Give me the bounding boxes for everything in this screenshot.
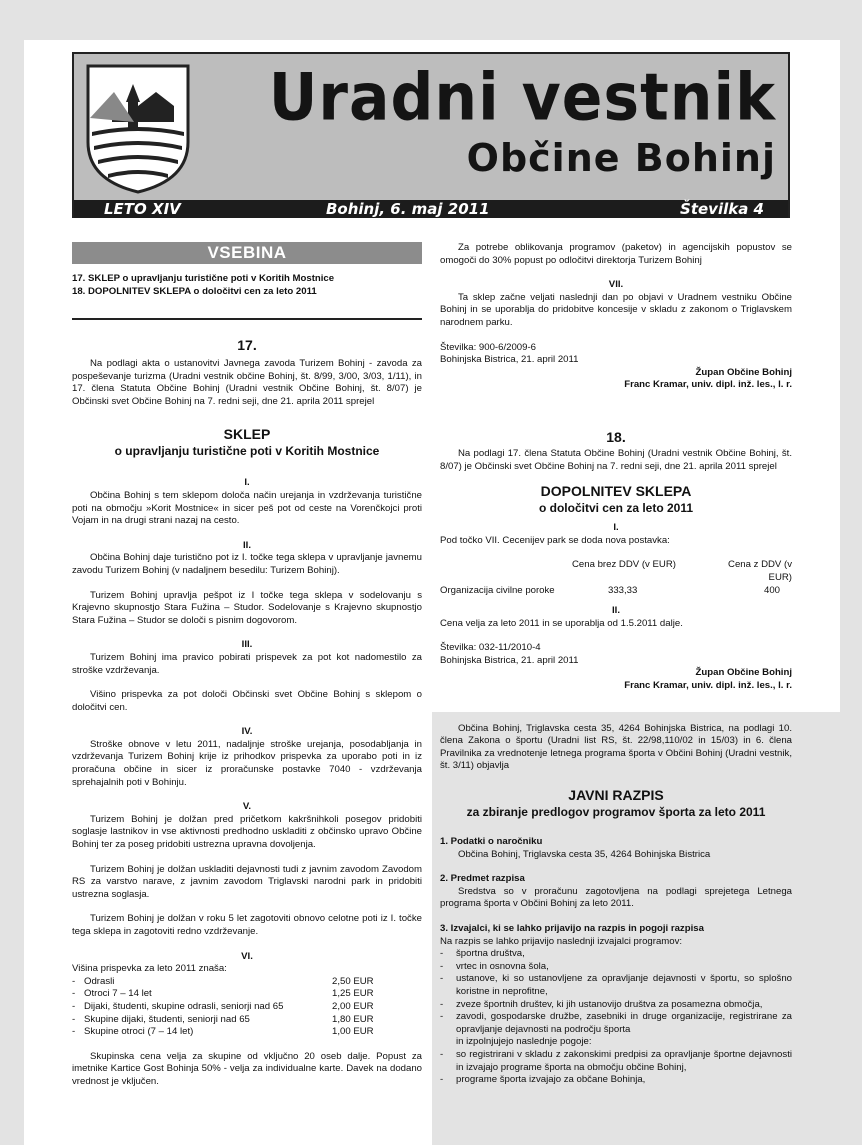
- article-17-number: 17.: [237, 337, 257, 353]
- fee-value: 1,80 EUR: [332, 1013, 374, 1025]
- fee-label: Otroci 7 – 14 let: [84, 988, 152, 1000]
- paragraph: Turizem Bohinj ima pravico pobirati prispevek za pot kot nadomestilo za stroške vzdrževanja.: [72, 651, 422, 676]
- price-gross: 400: [763, 584, 780, 596]
- toc-item[interactable]: 18. DOPOLNITEV SKLEPA o določitvi cen za leto 2011: [72, 286, 317, 297]
- paragraph: Pod točko VII. Cecenijev park se doda nova postavka:: [440, 534, 670, 546]
- article-18-subtitle: o določitvi cen za leto 2011: [538, 501, 694, 516]
- reference-number: Številka: 032-11/2010-4: [440, 642, 541, 654]
- paragraph: Višina prispevka za leto 2011 znaša:: [72, 963, 227, 975]
- signature-name: Franc Kramar, univ. dipl. inž. les., l. r.: [624, 379, 792, 391]
- right-column: [440, 242, 792, 1087]
- paragraph: Občina Bohinj daje turistično pot iz I. točke tega sklepa v upravljanje javnemu zavodu Turizem Bohinj (v nadaljnem besedilu: Turizem Bohinj).: [72, 552, 422, 576]
- fee-value: 2,50 EUR: [332, 975, 374, 987]
- fee-value: 1,25 EUR: [332, 988, 374, 1000]
- issue-date: Bohinj, 6. maj 2011: [326, 200, 490, 218]
- fee-label: Skupine dijaki, študenti, seniorji nad 65: [84, 1013, 250, 1025]
- article-18-title: DOPOLNITEV SKLEPA: [540, 483, 692, 500]
- article-17-title: SKLEP: [223, 426, 271, 443]
- row-label: Organizacija civilne poroke: [440, 584, 555, 596]
- section-number: I.: [244, 477, 250, 489]
- article-18-intro: Na podlagi 17. člena Statuta Občine Bohinj (Uradni vestnik Občine Bohinj, št. 8/07) je Občinski svet Občine Bohinj na 7. redni seji, dne 21. aprila 2011 sprejel: [440, 447, 792, 472]
- section-number: III.: [241, 639, 253, 651]
- paragraph: Na razpis se lahko prijavijo naslednji izvajalci programov:: [440, 935, 683, 947]
- masthead: [72, 52, 790, 218]
- fee-value: 1,00 EUR: [332, 1026, 374, 1038]
- fee-label: Dijaki, študenti, skupine odrasli, seniorji nad 65: [84, 1000, 284, 1012]
- fee-row: - Skupine dijaki, študenti, seniorji nad 65 1,80 EUR: [72, 1014, 422, 1027]
- fee-label: Odrasli: [84, 975, 115, 987]
- section-number: II.: [243, 539, 251, 551]
- list-item: - programe športa izvajajo za občane Bohinja,: [440, 1074, 646, 1086]
- section-number: V.: [242, 801, 252, 813]
- reference-date: Bohinjska Bistrica, 21. april 2011: [440, 354, 579, 366]
- masthead-info-bar: [74, 200, 788, 218]
- fee-value: 2,00 EUR: [332, 1000, 374, 1012]
- razpis-title: JAVNI RAZPIS: [568, 787, 664, 804]
- signature-role: Župan Občine Bohinj: [695, 667, 792, 679]
- paragraph: Občina Bohinj, Triglavska cesta 35, 4264 Bohinjska Bistrica: [458, 848, 711, 860]
- price-net: 333,33: [608, 584, 638, 596]
- paragraph: Ta sklep začne veljati naslednji dan po objavi v Uradnem vestniku Občine Bohinj in se uporablja do pridobitve koncesije v skladu z zakonom o Triglavskem narodnem parku.: [440, 291, 792, 328]
- page-margin-top: [24, 0, 840, 40]
- razpis-intro: Občina Bohinj, Triglavska cesta 35, 4264 Bohinjska Bistrica, na podlagi 10. člena Zakona o športu (Uradni list RS, št. 22/98,110/02 in 15/03) in 6. člena Pravilnika za vrednotenje letnega programa športa v Občini Bohinj (Uradni vestnik, št. 3/11) objavlja: [440, 722, 792, 772]
- paragraph: Turizem Bohinj upravlja pešpot iz I točke tega sklepa v sodelovanju s Krajevno skupnostjo Stara Fužina – Studor. Sodelovanje s Krajevno skupnostjo Stara Fužina – Studor se določi s pisnim dogovorom.: [72, 589, 422, 626]
- signature-name: Franc Kramar, univ. dipl. inž. les., l. r.: [624, 680, 792, 692]
- paragraph: Za potrebe oblikovanja programov (paketov) in agencijskih popustov se omogoči do 30% popust po odločitvi direktorja Turizem Bohinj: [440, 242, 792, 266]
- article-18-number: 18.: [606, 428, 626, 445]
- paragraph: in izpolnjujejo naslednje pogoje:: [456, 1036, 592, 1048]
- price-table-header: [440, 559, 792, 584]
- paragraph: Cena velja za leto 2011 in se uporablja od 1.5.2011 dalje.: [440, 617, 683, 629]
- fee-row: - Otroci 7 – 14 let 1,25 EUR: [72, 988, 422, 1001]
- column-header-net: Cena brez DDV (v EUR): [572, 559, 676, 571]
- razpis-section-heading: 2. Predmet razpisa: [440, 873, 525, 885]
- list-item: - vrtec in osnovna šola,: [440, 960, 549, 972]
- issue-number: Številka 4: [680, 200, 764, 218]
- paragraph: Stroške obnove v letu 2011, nadaljnje stroške urejanja, posodabljanja in vzdrževanja Turizem Bohinj krije iz prihodkov prispevka za uporabo poti in iz proračuna občine in sicer iz proračunske postavke 7040 - vzdrževanja sprehajalnih poti v Bohinju.: [72, 738, 422, 788]
- razpis-section-heading: 3. Izvajalci, ki se lahko prijavijo na razpis in pogoji razpisa: [440, 923, 704, 934]
- paragraph: Sredstva so v proračunu zagotovljena na podlagi sprejetega Letnega programa športa v Občini Bohinj za leto 2011.: [440, 885, 792, 910]
- list-item: - so registrirani v skladu z zakonskimi predpisi za opravljanje športne dejavnosti in izvajajo programe športa na območju občine Bohinj,: [440, 1048, 792, 1073]
- masthead-subtitle: Občine Bohinj: [466, 136, 776, 180]
- reference-date: Bohinjska Bistrica, 21. april 2011: [440, 654, 579, 666]
- paragraph: Višino prispevka za pot določi Občinski svet Občine Bohinj s sklepom o določitvi cen.: [72, 689, 422, 713]
- list-item: - športna društva,: [440, 948, 525, 960]
- section-number: I.: [613, 522, 619, 534]
- fee-row: - Odrasli 2,50 EUR: [72, 976, 422, 989]
- section-number: VI.: [241, 950, 253, 962]
- price-table-row: [440, 585, 792, 598]
- paragraph: Turizem Bohinj je dolžan pred pričetkom kakršnihkoli posegov pridobiti soglasje lastnikov in vse aktivnosti predhodno uskladiti z občinsko upravo Občine Bohinj ter za poseg pridobiti ustrezna upravna dovoljenja.: [72, 813, 422, 851]
- municipality-crest-icon: [84, 62, 192, 196]
- razpis-subtitle: za zbiranje predlogov programov športa za leto 2011: [466, 805, 766, 820]
- article-17-subtitle: o upravljanju turistične poti v Koritih Mostnice: [114, 444, 380, 459]
- fee-row: - Dijaki, študenti, skupine odrasli, seniorji nad 65 2,00 EUR: [72, 1001, 422, 1014]
- article-17-intro: Na podlagi akta o ustanovitvi Javnega zavoda Turizem Bohinj - zavoda za pospeševanje turizma (Uradni vestnik občine Bohinj, št. 8/99, 3/00, 3/03, 1/11), in 17. člena Statuta Občine Bohinj (Uradni vestnik Občine Bohinj, št. 8/07) je Občinski svet Občine Bohinj na 7. redni seji, dne 21. aprila 2011 sprejel: [72, 358, 422, 407]
- fee-list: [72, 976, 422, 1039]
- left-column: [72, 242, 422, 1089]
- paragraph: Skupinska cena velja za skupine od vključno 20 oseb dalje. Popust za imetnike Kartice Gost Bohinja 50% - velja za individualne karte. Davek na dodano vrednost je vključen.: [72, 1050, 422, 1087]
- section-number: VII.: [608, 279, 624, 291]
- list-item: - zveze športnih društev, ki jih ustanovijo društva za posamezna območja,: [440, 998, 763, 1010]
- fee-label: Skupine otroci (7 – 14 let): [84, 1026, 194, 1038]
- year-label: LETO XIV: [104, 200, 181, 218]
- masthead-title: Uradni vestnik: [268, 60, 776, 136]
- column-header-gross: Cena z DDV (v EUR): [728, 559, 792, 583]
- razpis-section-heading: 1. Podatki o naročniku: [440, 836, 543, 848]
- section-number: IV.: [241, 726, 253, 738]
- section-number: II.: [612, 605, 620, 617]
- page-margin-left: [0, 0, 24, 1145]
- toc-item[interactable]: 17. SKLEP o upravljanju turistične poti v Koritih Mostnice: [72, 273, 335, 284]
- paragraph: Občina Bohinj s tem sklepom določa način urejanja in vzdrževanja turistične poti na območju »Korit Mostnice« in sicer peš pot od ceste na Vorenčkojci proti Vojam in na drugi strani nazaj na cesto.: [72, 489, 422, 527]
- list-item: - zavodi, gospodarske družbe, zasebniki in druge organizacije, registrirane za opravljanje dejavnosti na področju športa: [440, 1011, 792, 1035]
- list-item: - ustanove, ki so ustanovljene za opravljanje dejavnosti v športu, so splošno koristne in neprofitne,: [440, 973, 792, 997]
- fee-row: - Skupine otroci (7 – 14 let) 1,00 EUR: [72, 1026, 422, 1039]
- signature-role: Župan Občine Bohinj: [695, 366, 792, 378]
- reference-number: Številka: 900-6/2009-6: [440, 341, 536, 353]
- paragraph: Turizem Bohinj je dolžan v roku 5 let zagotoviti obnovo celotne poti iz I. točke tega sklepa in zagotoviti redno vzdrževanje.: [72, 913, 422, 937]
- toc-heading: VSEBINA: [72, 242, 422, 264]
- paragraph: Turizem Bohinj je dolžan uskladiti dejavnosti tudi z javnim zavodom Zavodom RS za varstvo narave, z javnim zavodom Triglavski narodni park in pridobiti ustrezna soglasja.: [72, 863, 422, 900]
